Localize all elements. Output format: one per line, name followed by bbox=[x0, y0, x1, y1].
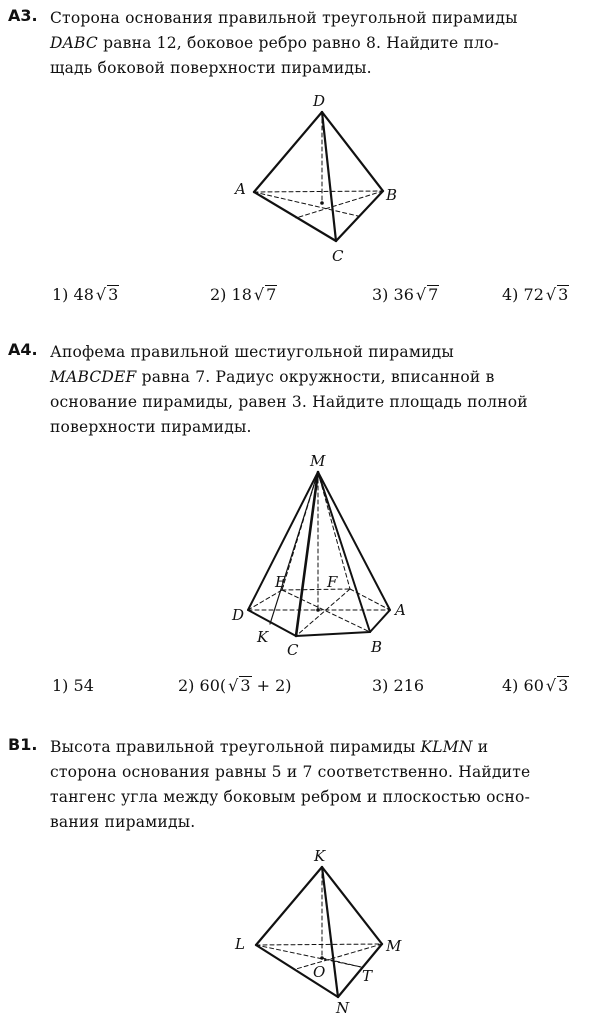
vertex-label-b: B bbox=[386, 186, 398, 204]
point-label-o: O bbox=[313, 963, 326, 981]
vertex-label-a: A bbox=[235, 180, 246, 198]
problem-a4 bbox=[0, 340, 596, 710]
vertex-label-f: F bbox=[327, 573, 338, 591]
problem-b1 bbox=[0, 735, 596, 1024]
pyramid-name: DABC bbox=[50, 34, 98, 52]
problem-text bbox=[50, 735, 590, 835]
vertex-label-n: N bbox=[336, 999, 350, 1015]
answer-option[interactable]: 4) 72 √ 3 bbox=[502, 285, 569, 304]
answer-option[interactable]: 2) 60( √ 3 + 2) bbox=[178, 676, 292, 695]
text-line: вания пирамиды. bbox=[50, 813, 196, 831]
problem-number: A3. bbox=[8, 6, 38, 25]
problem-number: A4. bbox=[8, 340, 38, 359]
vertex-label-l: L bbox=[235, 935, 245, 953]
point-label-k: K bbox=[257, 628, 269, 646]
vertex-label-e: E bbox=[275, 573, 286, 591]
vertex-label-d: D bbox=[313, 92, 326, 110]
answer-options bbox=[0, 285, 596, 309]
answer-option[interactable]: 1) 48 √ 3 bbox=[52, 285, 119, 304]
text-line: сторона основания равны 5 и 7 соответственно. Найдите bbox=[50, 763, 531, 781]
vertex-label-m: M bbox=[310, 452, 326, 470]
answer-options bbox=[0, 676, 596, 700]
vertex-label-d: D bbox=[232, 606, 245, 624]
pyramid-name: KLMN bbox=[420, 738, 473, 756]
text-line: Высота правильной треугольной пирамиды KLMN и bbox=[50, 738, 489, 756]
pyramid-figure-dabc bbox=[0, 88, 596, 278]
answer-option[interactable]: 3) 36 √ 7 bbox=[372, 285, 439, 304]
vertex-label-a: A bbox=[395, 601, 406, 619]
text-line: тангенс угла между боковым ребром и плоскостью осно- bbox=[50, 788, 531, 806]
pyramid-figure-klmn bbox=[0, 845, 596, 1015]
vertex-label-k: K bbox=[314, 847, 326, 865]
text-line: Сторона основания правильной треугольной пирамиды bbox=[50, 9, 518, 27]
vertex-label-b: B bbox=[371, 638, 383, 656]
text-line: DABC равна 12, боковое ребро равно 8. Найдите пло- bbox=[50, 34, 500, 52]
text-line: MABCDEF равна 7. Радиус окружности, вписанной в bbox=[50, 368, 495, 386]
pyramid-name: MABCDEF bbox=[50, 368, 137, 386]
vertex-label-m: M bbox=[386, 937, 402, 955]
pyramid-figure-mabcdef bbox=[0, 450, 596, 665]
problem-number: B1. bbox=[8, 735, 38, 754]
problem-a3 bbox=[0, 6, 596, 316]
problem-text bbox=[50, 6, 590, 81]
problem-text bbox=[50, 340, 590, 440]
answer-option[interactable]: 1) 54 bbox=[52, 676, 94, 695]
vertex-label-c: C bbox=[287, 641, 299, 659]
answer-option[interactable]: 2) 18 √ 7 bbox=[210, 285, 277, 304]
answer-option[interactable]: 4) 60 √ 3 bbox=[502, 676, 569, 695]
text-line: Апофема правильной шестиугольной пирамиды bbox=[50, 343, 454, 361]
vertex-label-c: C bbox=[332, 247, 344, 265]
answer-option[interactable]: 3) 216 bbox=[372, 676, 425, 695]
text-line: основание пирамиды, равен 3. Найдите площадь полной bbox=[50, 393, 528, 411]
point-label-t: T bbox=[362, 967, 373, 985]
text-line: щадь боковой поверхности пирамиды. bbox=[50, 59, 372, 77]
text-line: поверхности пирамиды. bbox=[50, 418, 252, 436]
